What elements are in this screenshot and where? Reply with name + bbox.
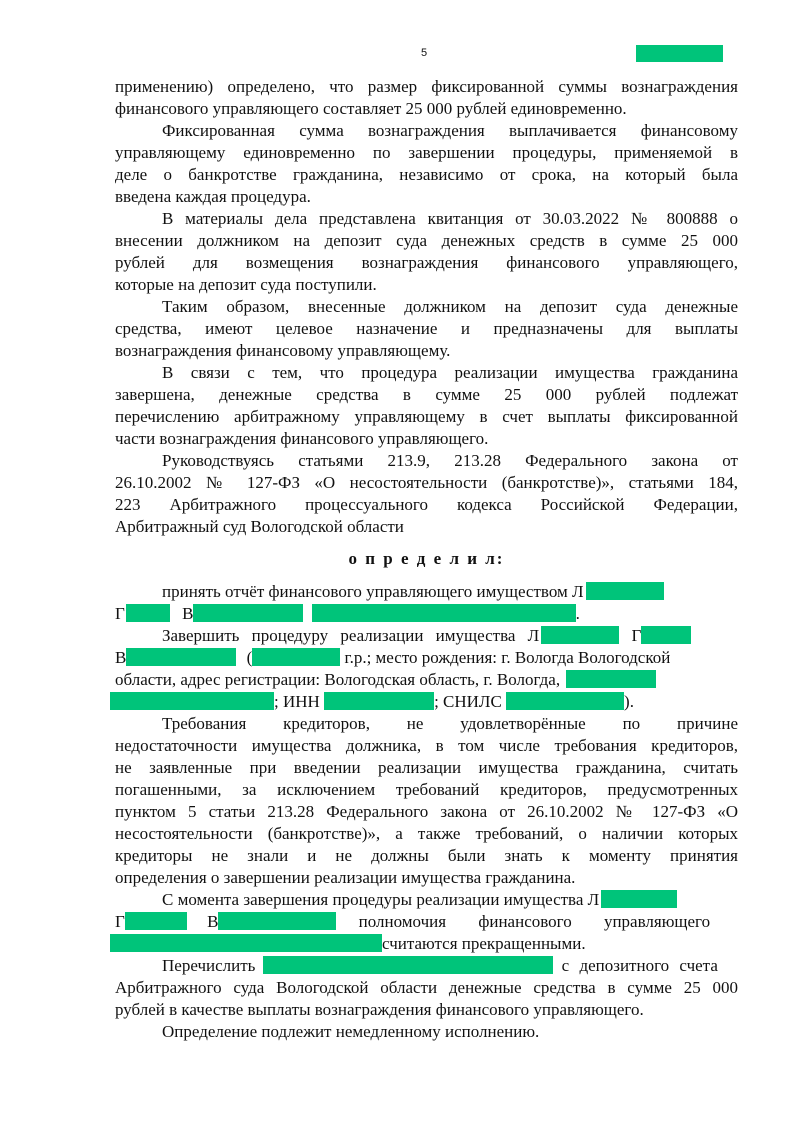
text-line: внесении должником на депозит суда денежных средств в сумме 25 000 — [115, 231, 738, 250]
redaction-block — [506, 692, 624, 710]
text-line: пунктом 5 статьи 213.28 Федерального закона от 26.10.2002 № 127-ФЗ «О — [115, 802, 738, 821]
redaction-block — [636, 45, 723, 62]
text-line — [162, 955, 785, 977]
redaction-block — [263, 956, 553, 974]
text-line: финансового управляющего составляет 25 000 рублей единовременно. — [115, 99, 627, 118]
text-line: завершена, денежные средства в сумме 25 000 рублей подлежат — [115, 385, 738, 404]
text-line: применению) определено, что размер фиксированной суммы вознаграждения — [115, 77, 738, 96]
text-fragment: ; ИНН — [274, 692, 320, 711]
text-line — [115, 669, 738, 691]
text-fragment: Г — [115, 912, 125, 931]
text-line: 26.10.2002 № 127-ФЗ «О несостоятельности (банкротстве)», статьями 184, — [115, 473, 738, 492]
redaction-block — [218, 912, 336, 930]
text-line: части вознаграждения финансового управляющего. — [115, 429, 489, 448]
text-fragment: Завершить процедуру реализации имущества Л — [162, 626, 540, 645]
text-line: деле о банкротстве гражданина, независимо от срока, на который была — [115, 165, 738, 184]
redaction-block — [641, 626, 691, 644]
text-line: введена каждая процедура. — [115, 187, 311, 206]
text-fragment: . — [575, 604, 580, 623]
text-fragment: В — [207, 912, 219, 931]
text-line — [162, 889, 785, 911]
text-line: вознаграждения финансовому управляющему. — [115, 341, 451, 360]
text-fragment: С момента завершения процедуры реализации имущества Л — [162, 890, 600, 909]
text-fragment: г.р.; место рождения: г. Вологда Вологодской — [344, 648, 671, 667]
text-line: погашенными, за исключением требований кредиторов, предусмотренных — [115, 780, 738, 799]
text-line: Требования кредиторов, не удовлетворённые по причине — [162, 714, 738, 733]
redaction-block — [126, 604, 170, 622]
text-line — [110, 933, 733, 955]
text-fragment: области, адрес регистрации: Вологодская область, г. Вологда, — [115, 670, 561, 689]
text-line: не заявленные при введении реализации имущества гражданина, считать — [115, 758, 738, 777]
redaction-block — [586, 582, 664, 600]
page-number: 5 — [421, 47, 428, 59]
redaction-block — [601, 890, 677, 908]
redaction-block — [566, 670, 656, 688]
text-line — [162, 625, 785, 647]
text-line — [162, 581, 785, 603]
text-fragment: В — [182, 604, 194, 623]
text-line: рублей для возмещения вознаграждения финансового управляющего, — [115, 253, 738, 272]
text-line: Таким образом, внесенные должником на депозит суда денежные — [162, 297, 738, 316]
text-fragment: считаются прекращенными. — [382, 934, 586, 953]
text-line: рублей в качестве выплаты вознаграждения финансового управляющего. — [115, 1000, 644, 1019]
text-line: Арбитражного суда Вологодской области денежные средства в сумме 25 000 — [115, 978, 738, 997]
text-line: Руководствуясь статьями 213.9, 213.28 Федерального закона от — [162, 451, 738, 470]
text-line — [115, 603, 738, 625]
text-line: которые на депозит суда поступили. — [115, 275, 377, 294]
text-line: 223 Арбитражного процессуального кодекса Российской Федерации, — [115, 495, 738, 514]
text-fragment: принять отчёт финансового управляющего имуществом Л — [162, 582, 584, 601]
decision-heading: о п р е д е л и л: — [348, 549, 505, 568]
redaction-block — [125, 912, 187, 930]
text-line: Арбитражный суд Вологодской области — [115, 517, 404, 536]
text-fragment: ). — [624, 692, 634, 711]
text-line: определения о завершении реализации имущества гражданина. — [115, 868, 576, 887]
text-line — [115, 911, 738, 933]
text-line — [115, 647, 738, 669]
text-line — [110, 691, 733, 713]
redaction-block — [110, 692, 274, 710]
text-fragment: полномочия финансового управляющего — [358, 912, 711, 931]
redaction-block — [324, 692, 434, 710]
redaction-block — [193, 604, 303, 622]
text-fragment: В — [115, 648, 127, 667]
text-line: кредиторы не знали и не должны были знать к моменту принятия — [115, 846, 738, 865]
text-line: управляющему единовременно по завершении процедуры, применяемой в — [115, 143, 738, 162]
text-line: Фиксированная сумма вознаграждения выплачивается финансовому — [162, 121, 738, 140]
text-fragment: Перечислить — [162, 956, 256, 975]
text-fragment: Г — [631, 626, 642, 645]
redaction-block — [541, 626, 619, 644]
redaction-block — [312, 604, 576, 622]
text-fragment: Г — [115, 604, 125, 623]
text-line: Определение подлежит немедленному исполнению. — [162, 1022, 540, 1041]
text-fragment: ; СНИЛС — [434, 692, 502, 711]
text-fragment: ( — [246, 648, 253, 667]
text-line: В связи с тем, что процедура реализации имущества гражданина — [162, 363, 738, 382]
text-line: В материалы дела представлена квитанция от 30.03.2022 № 800888 о — [162, 209, 738, 228]
redaction-block — [252, 648, 340, 666]
redaction-block — [110, 934, 382, 952]
text-fragment: с депозитного счета — [561, 956, 718, 975]
text-line: недостаточности имущества должника, в том числе требования кредиторов, — [115, 736, 738, 755]
text-line: несостоятельности (банкротстве)», а также требований, о наличии которых — [115, 824, 738, 843]
redaction-block — [126, 648, 236, 666]
text-line: средства, имеют целевое назначение и предназначены для выплаты — [115, 319, 738, 338]
text-line: перечислению арбитражному управляющему в счет выплаты фиксированной — [115, 407, 738, 426]
